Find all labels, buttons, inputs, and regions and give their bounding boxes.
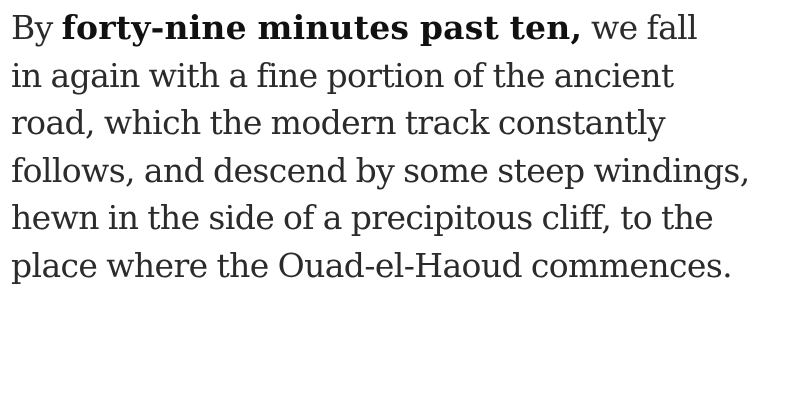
passage-line-1 — [11, 4, 788, 52]
line-1-lead: By — [11, 8, 62, 47]
passage-line-4: follows, and descend by some steep windings, — [11, 150, 750, 190]
passage-paragraph — [11, 4, 788, 289]
passage-line-2: in again with a fine portion of the ancient — [11, 55, 674, 95]
passage-line-5: hewn in the side of a precipitous cliff, to the — [11, 198, 714, 237]
passage-line-3: road, which the modern track constantly — [11, 103, 666, 142]
bold-phrase: forty-nine minutes past ten, — [61, 8, 583, 47]
line-1-tail: we fall — [582, 8, 698, 47]
passage-line-6: place where the Ouad-el-Haoud commences. — [11, 245, 733, 285]
